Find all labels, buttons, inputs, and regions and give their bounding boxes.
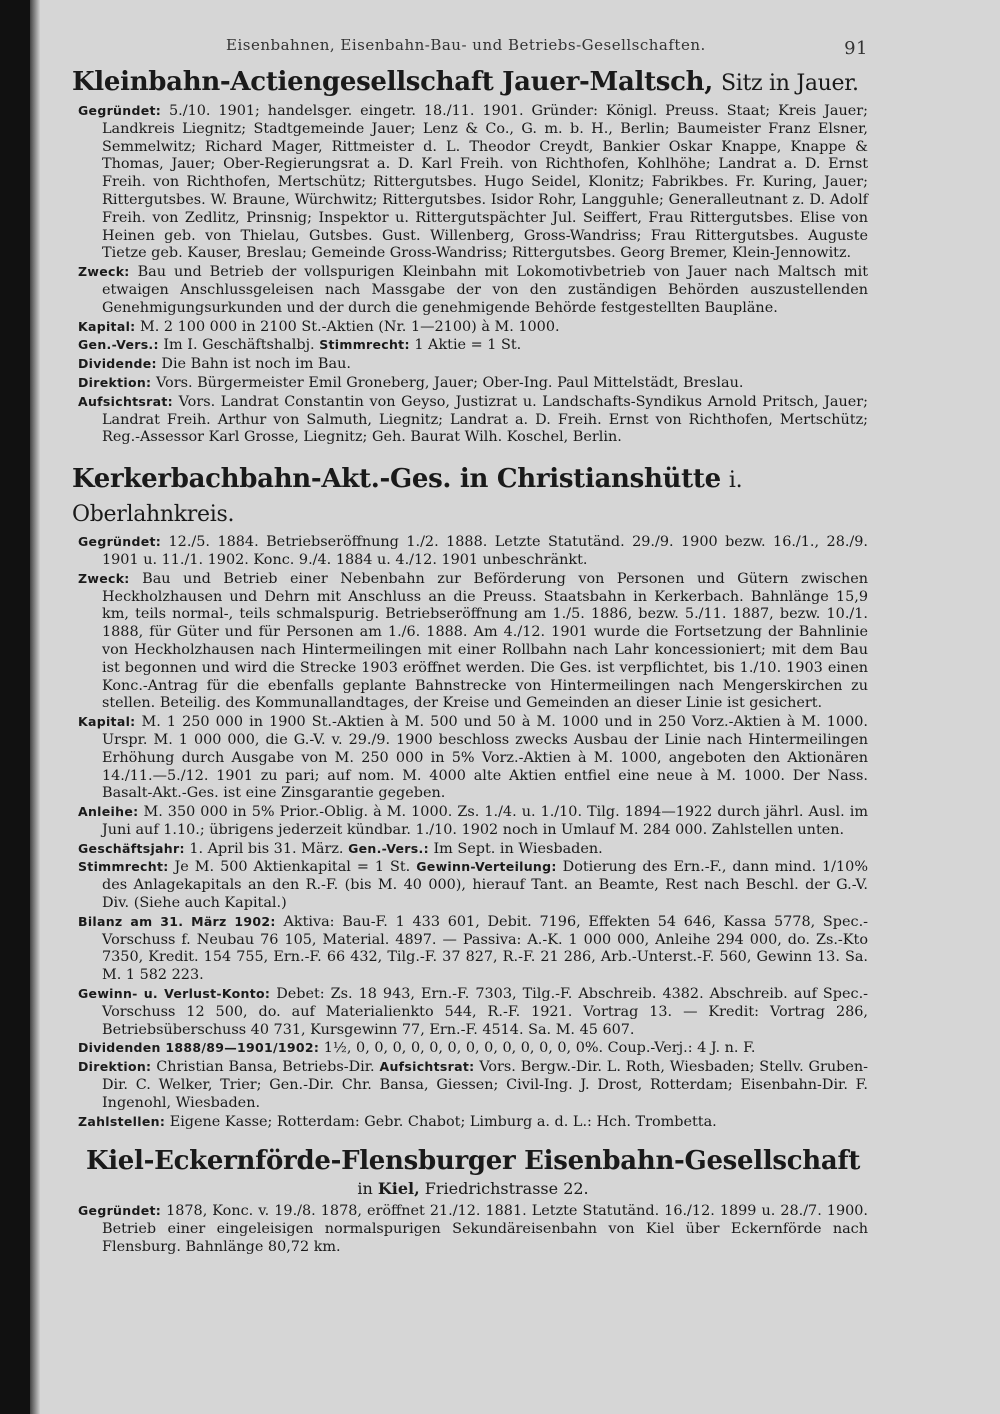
entry-text-2: Im Sept. in Wiesbaden. bbox=[433, 840, 603, 857]
running-title: Eisenbahnen, Eisenbahn-Bau- und Betriebs-Gesellschaften. bbox=[226, 36, 706, 54]
entry-text: 5./10. 1901; handelsger. eingetr. 18./11. 1901. Gründer: Königl. Preuss. Staat; Kreis Jauer; Landkreis Liegnitz; Stadtgemeinde Jauer; Lenz & Co., G. m. b. H., Berlin; Baumeister Franz Elsner, Semmelwitz; Richard Mager, Rittmeister d. L. Theodor Creydt, Bankier Oskar Knappe, Knappe & Thomas, Jauer; Ober-Regierungsrat a. D. Karl Freih. von Richthofen, Kohlhöhe; Landrat a. D. Ernst Freih. von Richthofen, Mertschütz; Rittergutsbes. Hugo Seidel, Klonitz; Fabrikbes. Fr. Kuring, Jauer; Rittergutsbes. W. Braune, Würchwitz; Rittergutsbes. Isidor Rohr, Langguhle; Generalleutnant z. D. Adolf Freih. von Zedlitz, Prinsnig; Inspektor u. Rittergutspächter Jul. Seiffert, Frau Rittergutsbes. Elise von Heinen geb. von Thielau, Gutsbes. Gust. Willenberg, Gross-Wandriss; Frau Rittergutsbes. Auguste Tietze geb. Kauser, Breslau; Gemeinde Gross-Wandriss; Rittergutsbes. Georg Bremer, Klein-Jennowitz. bbox=[102, 103, 868, 262]
entry-text: Bau und Betrieb einer Nebenbahn zur Beförderung von Personen und Gütern zwischen Heckholzhausen und Dehrn mit Anschluss an die Preuss. Staatsbahn in Kerkerbach. Bahnlänge 15,9 km, teils normal-, teils schmalspurig. Betriebseröffnung am 1./5. 1886, bezw. 5./11. 1887, bezw. 10./1. 1888, für Güter und für Personen am 1./6. 1888. Am 4./12. 1901 wurde die Fortsetzung der Bahnlinie von Heckholzhausen nach Hintermeilingen mit einer Rollbahn nach Lahr koncessioniert; mit dem Bau ist begonnen und wird die Strecke 1903 eröffnet werden. Die Ges. ist verpflichtet, bis 1./10. 1903 einen Konc.-Antrag für die ebenfalls geplante Bahnstrecke von Hintermeilingen nach Mengerskirchen zu stellen. Beteilig. des Kommunallandtages, der Kreise und Gemeinden an dieser Linie ist gesichert. bbox=[102, 570, 868, 712]
company-section-kiel-eckernfoerde bbox=[78, 1145, 868, 1256]
entry-label: Stimmrecht: bbox=[78, 859, 169, 875]
entry-text-2: Vors. Bergw.-Dir. L. Roth, Wiesbaden; Stellv. Gruben-Dir. C. Welker, Trier; Gen.-Dir. Chr. Bansa, Giessen; Civil-Ing. J. Drost, Rotterdam; Eisenbahn-Dir. F. Ingenohl, Wiesbaden. bbox=[102, 1059, 868, 1111]
entry-text: Je M. 500 Aktienkapital = 1 St. bbox=[174, 859, 411, 876]
entry-label: Zweck: bbox=[78, 264, 130, 280]
company-title bbox=[72, 463, 868, 531]
entry-text: M. 350 000 in 5% Prior.-Oblig. à M. 1000. Zs. 1./4. u. 1./10. Tilg. 1894—1922 durch jährl. Ausl. im Juni auf 1.10.; übrigens jederzeit kündbar. 1./10. 1902 noch in Umlauf M. 284 000. Zahlstellen unten. bbox=[102, 804, 868, 838]
entry-text: M. 1 250 000 in 1900 St.-Aktien à M. 500 und 50 à M. 1000 und in 250 Vorz.-Aktien à M. 1000. Urspr. M. 1 000 000, die G.-V. v. 29./9. 1900 beschloss zwecks Ausbau der Linie nach Hintermeilingen Erhöhung durch Ausgabe von M. 250 000 in 5% Vorz.-Aktien à M. 1000, angeboten den Aktionären 14./11.—5./12. 1901 zu pari; auf nom. M. 4000 alte Aktien entfiel eine neue à M. 1000. Der Nass. Basalt-Akt.-Ges. ist eine Zinsgarantie gegeben. bbox=[102, 714, 868, 802]
company-section-jauer-maltsch bbox=[72, 66, 869, 447]
entry-label: Dividende: bbox=[78, 356, 157, 372]
entry-kapital bbox=[78, 713, 868, 803]
entry-text: 1½, 0, 0, 0, 0, 0, 0, 0, 0, 0, 0, 0, 0, 0%. Coup.-Verj.: 4 J. n. F. bbox=[323, 1040, 756, 1057]
entry-text: 1. April bis 31. März. bbox=[189, 840, 344, 857]
entry-label: Kapital: bbox=[78, 714, 136, 730]
entry-stimmrecht bbox=[78, 858, 868, 912]
entry-text: Die Bahn ist noch im Bau. bbox=[161, 356, 351, 373]
entry-label: Zweck: bbox=[78, 570, 130, 586]
entry-gegruendet bbox=[78, 102, 868, 263]
entry-text: 12./5. 1884. Betriebseröffnung 1./2. 1888. Letzte Statutänd. 29./9. 1900 bezw. 16./1., 28./9. 1901 u. 11./1. 1902. Konc. 9./4. 1884 u. 4./12. 1901 unbeschränkt. bbox=[102, 534, 869, 568]
entry-label-2: Gen.-Vers.: bbox=[348, 840, 429, 856]
entry-gegruendet bbox=[78, 533, 868, 570]
entry-direktion bbox=[78, 374, 868, 393]
entry-gen-vers bbox=[78, 336, 868, 355]
entry-label: Bilanz am 31. März 1902: bbox=[78, 913, 276, 929]
company-subtitle bbox=[78, 1179, 868, 1198]
entry-label-2: Stimmrecht: bbox=[319, 337, 410, 353]
entry-zweck bbox=[78, 570, 868, 713]
entry-dividende bbox=[78, 355, 868, 374]
entry-label: Gegründet: bbox=[78, 103, 162, 118]
entry-text: Christian Bansa, Betriebs-Dir. bbox=[156, 1059, 375, 1076]
entry-gegruendet bbox=[78, 1202, 868, 1256]
company-seat: Sitz in Jauer. bbox=[721, 71, 859, 96]
running-head bbox=[78, 30, 868, 60]
entry-label: Dividenden 1888/89—1901/1902: bbox=[78, 1040, 320, 1056]
subtitle-city: Kiel, bbox=[377, 1179, 420, 1199]
company-name: Kleinbahn-Actiengesellschaft Jauer-Maltsch, bbox=[72, 67, 713, 97]
entry-aufsichtsrat bbox=[78, 393, 868, 447]
entry-text: Eigene Kasse; Rotterdam: Gebr. Chabot; Limburg a. d. L.: Hch. Trombetta. bbox=[169, 1113, 717, 1130]
entry-label: Kapital: bbox=[78, 318, 136, 334]
entry-text: M. 2 100 000 in 2100 St.-Aktien (Nr. 1—2100) à M. 1000. bbox=[140, 318, 560, 335]
entry-text: Im I. Geschäftshalbj. bbox=[163, 337, 315, 354]
entry-text: Vors. Bürgermeister Emil Groneberg, Jauer; Ober-Ing. Paul Mittelstädt, Breslau. bbox=[155, 374, 744, 391]
entry-label: Direktion: bbox=[78, 1059, 152, 1075]
entry-gewinn-verlust bbox=[78, 985, 868, 1039]
entry-dividenden bbox=[78, 1039, 868, 1058]
entry-text-2: Dotierung des Ern.-F., dann mind. 1/10% des Anlagekapitals an den R.-F. (bis M. 40 000), hierauf Tant. an Beamte, Rest nach Beschl. der G.-V. Div. (Siehe auch Kapital.) bbox=[102, 859, 868, 912]
entry-label: Direktion: bbox=[78, 374, 152, 390]
entry-geschaeftsjahr bbox=[78, 840, 868, 859]
entry-label-2: Gewinn-Verteilung: bbox=[416, 859, 557, 875]
entry-label: Gegründet: bbox=[78, 534, 162, 550]
entry-text: Vors. Landrat Constantin von Geyso, Justizrat u. Landschafts-Syndikus Arnold Pritsch, Jauer; Landrat Freih. Arthur von Salmuth, Liegnitz; Landrat a. D. Freih. Ernst von Richthofen, Mertschütz; Reg.-Assessor Karl Grosse, Liegnitz; Geh. Baurat Wilh. Koschel, Berlin. bbox=[102, 393, 868, 446]
entry-label: Aufsichtsrat: bbox=[78, 393, 173, 409]
entry-label-2: Aufsichtsrat: bbox=[379, 1059, 475, 1075]
entry-bilanz bbox=[78, 913, 868, 985]
entry-label: Gegründet: bbox=[78, 1203, 162, 1219]
entry-label: Gewinn- u. Verlust-Konto: bbox=[78, 986, 271, 1002]
entry-zweck bbox=[78, 263, 868, 317]
company-seat: i. Oberlahnkreis. bbox=[72, 468, 743, 528]
company-name: Kerkerbachbahn-Akt.-Ges. in Christianshütte bbox=[72, 464, 721, 495]
company-section-kerkerbachbahn bbox=[72, 463, 869, 1131]
entry-kapital bbox=[78, 318, 868, 337]
entry-label: Geschäftsjahr: bbox=[78, 840, 185, 856]
entry-text: Aktiva: Bau-F. 1 433 601, Debit. 7196, Effekten 54 646, Kassa 5778, Spec.-Vorschuss f. Neubau 76 105, Material. 4897. — Passiva: A.-K. 1 000 000, Anleihe 294 000, do. Zs.-Kto 7350, Kredit. 154 755, Ern.-F. 66 432, Tilg.-F. 37 827, R.-F. 21 286, Arb.-Unterst.-F. 560, Gewinn 13. Sa. M. 1 582 223. bbox=[102, 913, 869, 984]
spine-gradient bbox=[30, 0, 40, 1414]
company-title bbox=[72, 66, 868, 100]
entry-text: Debet: Zs. 18 943, Ern.-F. 7303, Tilg.-F. Abschreib. 4382. Abschreib. auf Spec.-Vorschuss 12 500, do. auf Materialienkto 544, R.-F. 1921. Vortrag 13. — Kredit: Vortrag 286, Betriebsüberschuss 40 731, Kursgewinn 77, Ern.-F. 4514. Sa. M. 45 607. bbox=[102, 986, 869, 1038]
company-title bbox=[78, 1145, 868, 1177]
page-content bbox=[72, 30, 869, 1271]
entry-label: Zahlstellen: bbox=[78, 1113, 166, 1129]
page-number: 91 bbox=[844, 38, 868, 59]
entry-direktion bbox=[78, 1058, 868, 1112]
entry-label: Anleihe: bbox=[78, 804, 139, 820]
entry-text: 1878, Konc. v. 19./8. 1878, eröffnet 21./12. 1881. Letzte Statutänd. 16./12. 1899 u. 28./7. 1900. Betrieb einer eingeleisigen normalspurigen Sekundäreisenbahn von Kiel über Eckernförde nach Flensburg. Bahnlänge 80,72 km. bbox=[102, 1203, 869, 1256]
subtitle-prefix: in bbox=[357, 1179, 373, 1199]
entry-anleihe bbox=[78, 803, 868, 840]
company-name: Kiel-Eckernförde-Flensburger Eisenbahn-Gesellschaft bbox=[85, 1146, 861, 1177]
book-spine-shadow bbox=[0, 0, 30, 1414]
entry-zahlstellen bbox=[78, 1113, 868, 1132]
entry-text: Bau und Betrieb der vollspurigen Kleinbahn mit Lokomotivbetrieb von Jauer nach Maltsch mit etwaigen Anschlussgeleisen nach Massgabe der von den zuständigen Behörden auszustellenden Genehmigungsurkunden und der durch die genehmigende Behörde festgestellten Baupläne. bbox=[102, 264, 869, 316]
entry-text-2: 1 Aktie = 1 St. bbox=[414, 337, 522, 354]
subtitle-address: Friedrichstrasse 22. bbox=[424, 1179, 589, 1199]
entry-label: Gen.-Vers.: bbox=[78, 337, 159, 353]
